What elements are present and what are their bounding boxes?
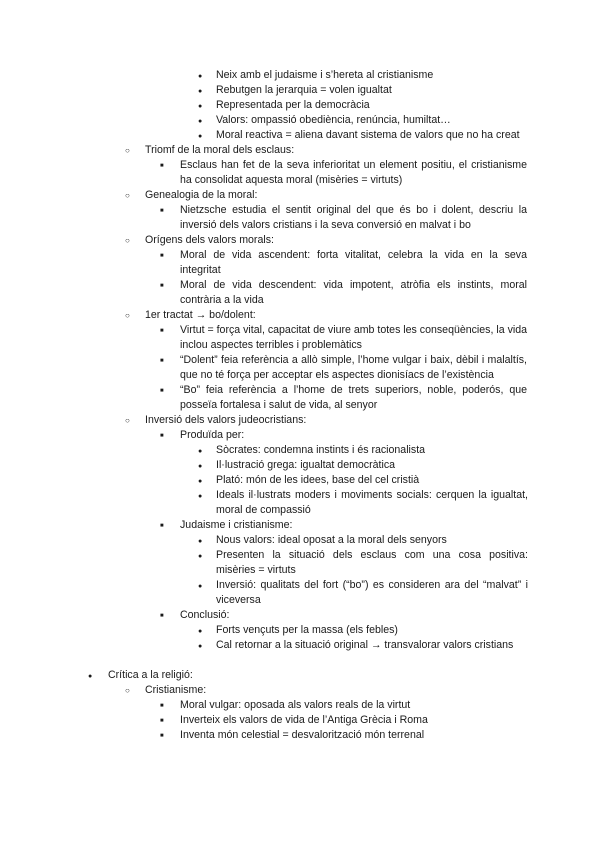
notes-outline (0, 68, 600, 743)
list-item: ■ Moral de vida ascendent: forta vitalitat, celebra la vida en la seva integritat (180, 248, 527, 278)
bullet-square-icon (160, 203, 164, 220)
list-item: ■ Virtut = força vital, capacitat de viure amb totes les conseqüències, la vida inclou aspectes terribles i problemàtics (180, 323, 527, 353)
list-item: ■ Esclaus han fet de la seva inferioritat un element positiu, el cristianisme ha consolidat aquesta moral (misèries = virtuts) (180, 158, 527, 188)
bullet-dot-icon (88, 668, 92, 684)
bullet-dot-icon (198, 473, 202, 489)
bullet-dot-icon (198, 128, 202, 144)
section-heading: ○ Triomf de la moral dels esclaus: (145, 143, 528, 158)
list-item: ■ Nietzsche estudia el sentit original del que és bo i dolent, descriu la inversió dels valors cristians i la seva conversió en malvat i bo (180, 203, 527, 233)
spacer (0, 653, 600, 668)
list-item: ■ Inventa món celestial = desvalorització món terrenal (180, 728, 527, 743)
bullet-dot-icon (198, 638, 202, 654)
bullet-square-icon (160, 248, 164, 265)
subsection-heading: ■ Produïda per: (180, 428, 527, 443)
section-heading: ○ Orígens dels valors morals: (145, 233, 528, 248)
bullet-square-icon (160, 353, 164, 370)
list-item: ● Presenten la situació dels esclaus com una cosa positiva: misèries = virtuts (216, 548, 528, 578)
list-item: ● Neix amb el judaisme i s’hereta al cristianisme (216, 68, 528, 83)
list-item: ● Nous valors: ideal oposat a la moral dels senyors (216, 533, 528, 548)
subsection-heading: ■ Judaisme i cristianisme: (180, 518, 527, 533)
bullet-square-icon (160, 323, 164, 340)
bullet-dot-icon (198, 98, 202, 114)
list-item: ■ Inverteix els valors de vida de l’Antiga Grècia i Roma (180, 713, 527, 728)
bullet-dot-icon (198, 578, 202, 594)
bullet-square-icon (160, 728, 164, 745)
list-item: ■ “Bo” feia referència a l’home de trets superiors, noble, poderós, que posseïa fortalesa i salut de vida, al senyor (180, 383, 527, 413)
bullet-dot-icon (198, 83, 202, 99)
section-heading: ○ 1er tractat → bo/dolent: (145, 308, 528, 323)
list-item: ● Rebutgen la jerarquia = volen igualtat (216, 83, 528, 98)
section-heading: ● Crítica a la religió: (108, 668, 528, 683)
bullet-square-icon (160, 608, 164, 625)
list-item: ● Sòcrates: condemna instints i és racionalista (216, 443, 528, 458)
list-item: ● Forts vençuts per la massa (els febles) (216, 623, 528, 638)
bullet-dot-icon (198, 443, 202, 459)
list-item: ● Moral reactiva = aliena davant sistema de valors que no ha creat (216, 128, 528, 143)
bullet-dot-icon (198, 113, 202, 129)
bullet-dot-icon (198, 533, 202, 549)
bullet-circle-icon (125, 233, 130, 248)
bullet-square-icon (160, 428, 164, 445)
list-item: ■ Moral vulgar: oposada als valors reals de la virtut (180, 698, 527, 713)
bullet-circle-icon (125, 308, 130, 323)
bullet-square-icon (160, 383, 164, 400)
bullet-circle-icon (125, 188, 130, 203)
bullet-dot-icon (198, 488, 202, 504)
bullet-circle-icon (125, 413, 130, 428)
list-item: ● Inversió: qualitats del fort (“bo”) es consideren ara del “malvat” i viceversa (216, 578, 528, 608)
bullet-circle-icon (125, 683, 130, 698)
list-item: ■ “Dolent” feia referència a allò simple, l’home vulgar i baix, dèbil i malaltís, que no té força per acceptar els aspectes dionisíacs de l’existència (180, 353, 527, 383)
list-item: ■ Moral de vida descendent: vida impotent, atròfia els instints, moral contrària a la vida (180, 278, 527, 308)
bullet-square-icon (160, 518, 164, 535)
list-item: ● Representada per la democràcia (216, 98, 528, 113)
list-item: ● Cal retornar a la situació original → transvalorar valors cristians (216, 638, 528, 653)
bullet-square-icon (160, 278, 164, 295)
section-heading: ○ Genealogia de la moral: (145, 188, 528, 203)
list-item: ● Il·lustració grega: igualtat democràtica (216, 458, 528, 473)
subsection-heading: ○ Cristianisme: (145, 683, 528, 698)
bullet-dot-icon (198, 623, 202, 639)
list-item: ● Plató: món de les idees, base del cel cristià (216, 473, 528, 488)
subsection-heading: ■ Conclusió: (180, 608, 527, 623)
bullet-square-icon (160, 158, 164, 175)
list-item: ● Valors: ompassió obediència, renúncia, humiltat… (216, 113, 528, 128)
bullet-circle-icon (125, 143, 130, 158)
bullet-dot-icon (198, 458, 202, 474)
list-item: ● Ideals il·lustrats moders i moviments socials: cerquen la igualtat, moral de compassió (216, 488, 528, 518)
section-heading: ○ Inversió dels valors judeocristians: (145, 413, 528, 428)
bullet-dot-icon (198, 68, 202, 84)
bullet-dot-icon (198, 548, 202, 564)
